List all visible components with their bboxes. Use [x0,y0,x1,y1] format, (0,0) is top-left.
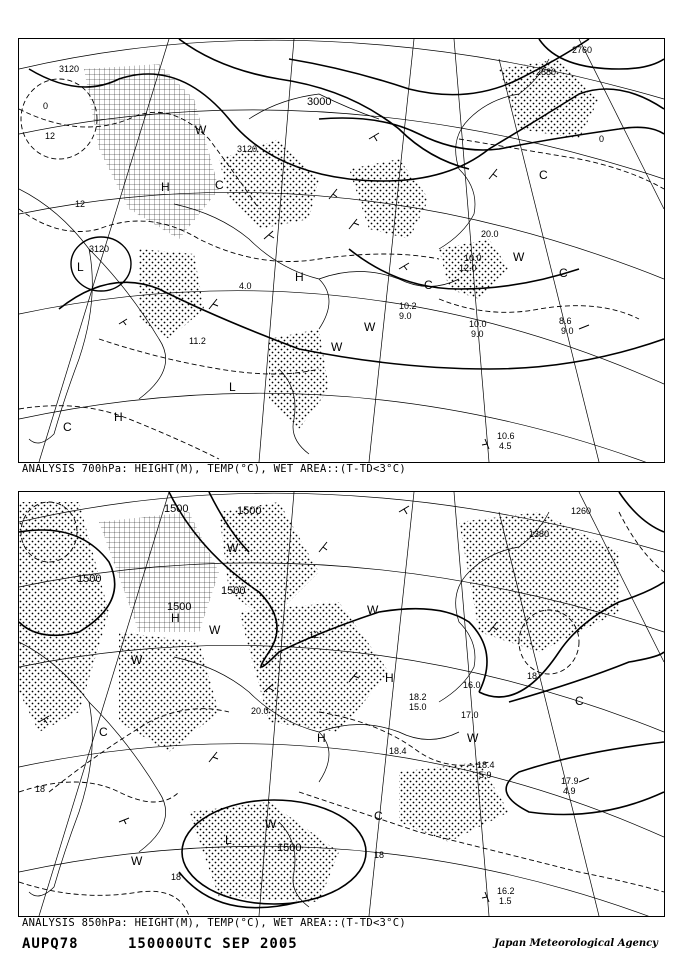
station-value: 17.0 [461,710,479,720]
system-marker: H [171,611,180,625]
contour-label: 2880 [536,67,557,77]
contour-label: 1500 [237,505,262,517]
bulletin-code: AUPQ78 [22,936,79,952]
station-value: 17.9 [561,776,579,786]
system-marker: C [424,278,433,292]
system-marker: C [539,168,548,182]
station-value: 9.0 [471,329,484,339]
system-marker: C [99,725,108,739]
contour-label: 1260 [571,506,592,516]
station-value: 5.9 [479,770,492,780]
contour-label: 1500 [167,601,192,613]
system-marker: C [215,178,224,192]
contour-label: 3120 [59,64,80,74]
station-value: 4.5 [499,441,512,451]
station-value: 1.5 [499,896,512,906]
station-value: 11.2 [189,336,206,346]
system-marker: C [559,266,568,280]
system-marker: C [63,420,72,434]
system-marker: H [161,180,170,194]
contour-label: 12 [75,199,86,209]
contour-label: 12 [309,630,320,640]
system-marker: C [575,694,584,708]
wet-areas [84,59,599,429]
station-value: 20.0 [251,706,269,716]
map-850hpa-svg [19,492,664,916]
contour-label: 0 [43,101,49,111]
contour-label: 3120 [237,144,258,154]
contour-label: 18 [35,784,46,794]
contour-label: 3120 [89,244,110,254]
contour-label: 0 [599,134,605,144]
agency-name: Japan Meteorological Agency [494,938,658,949]
station-value: 16.0 [463,680,481,690]
contour-label: 18 [171,872,182,882]
system-marker: W [467,731,479,745]
station-value: 12.0 [459,263,477,273]
station-value: 10.0 [469,319,487,329]
system-marker: L [77,260,84,274]
system-marker: W [364,320,376,334]
station-value: 10.0 [464,253,482,263]
station-value: 10.6 [497,431,515,441]
system-marker: W [227,541,239,555]
station-value: 20.0 [481,229,499,239]
contour-label: 1380 [529,529,550,539]
contour-label: 18 [527,671,538,681]
contour-label: 1500 [164,503,189,515]
panel-caption-700hpa: ANALYSIS 700hPa: HEIGHT(M), TEMP(°C), WET AREA::(T-TD<3°C) [22,463,407,475]
contour-label: 3000 [307,96,332,108]
station-value: 16.2 [497,886,515,896]
contour-label: 1500 [77,573,102,585]
panel-caption-850hpa: ANALYSIS 850hPa: HEIGHT(M), TEMP(°C), WET AREA::(T-TD<3°C) [22,917,407,929]
station-value: 4.9 [563,786,576,796]
station-value: 8.6 [559,316,572,326]
system-marker: L [229,380,236,394]
station-value: 9.0 [399,311,412,321]
contour-label: 18 [374,850,385,860]
station-value: 18.4 [477,760,495,770]
system-marker: H [295,270,304,284]
system-marker: C [374,809,383,823]
system-marker: H [385,671,394,685]
system-marker: W [513,250,525,264]
system-marker: W [195,123,207,137]
system-marker: W [367,603,379,617]
system-marker: W [331,340,343,354]
station-value: 4.0 [239,281,252,291]
system-marker: H [114,410,123,424]
map-700hpa-svg [19,39,664,462]
station-value: 10.2 [399,301,417,311]
system-marker: W [265,817,277,831]
system-marker: W [131,653,143,667]
station-value: 15.0 [409,702,427,712]
contour-label: 2760 [572,45,593,55]
station-value: 9.0 [561,326,574,336]
system-marker: W [131,854,143,868]
map-panel-850hpa [18,491,665,917]
station-value: 18.4 [389,746,407,756]
contour-label: 1500 [221,585,246,597]
map-panel-700hpa [18,38,665,463]
contour-label: 12 [45,131,56,141]
system-marker: L [225,833,232,847]
bulletin-time: 150000UTC SEP 2005 [128,936,298,952]
system-marker: W [209,623,221,637]
station-value: 18.2 [409,692,427,702]
contour-label: 1500 [277,842,302,854]
system-marker: H [317,731,326,745]
